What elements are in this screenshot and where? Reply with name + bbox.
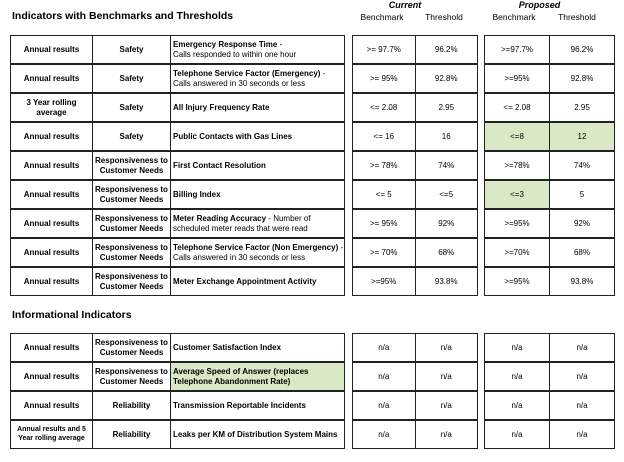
indicator-name: Leaks per KM of Distribution System Mains <box>173 429 338 439</box>
current-benchmark-cell: n/a <box>353 363 416 390</box>
current-threshold-cell: <=5 <box>439 189 454 199</box>
proposed-benchmark-cell: n/a <box>485 421 550 448</box>
proposed-benchmark-cell: >=78% <box>485 152 550 179</box>
proposed-benchmark-cell: >=95% <box>485 268 550 295</box>
proposed-benchmark-cell: >=97.7% <box>485 36 550 63</box>
indicator-name: Average Speed of Answer (replaces Telephone Abandonment Rate) <box>173 366 309 386</box>
current-benchmark-header: Benchmark <box>360 12 404 22</box>
current-benchmark-cell: >=95% <box>353 268 416 295</box>
category-cell: Responsiveness to Customer Needs <box>93 334 171 361</box>
indicator-cell <box>171 334 344 361</box>
indicator-name: Customer Satisfaction Index <box>173 342 282 352</box>
proposed-threshold-cell: n/a <box>576 429 588 439</box>
indicator-name: Emergency Response Time <box>173 39 278 49</box>
proposed-threshold-cell: 92.8% <box>570 73 594 83</box>
current-threshold-cell: n/a <box>440 429 452 439</box>
indicator-cell <box>171 123 344 150</box>
current-benchmark-cell: <= 2.08 <box>353 94 416 121</box>
period-cell: Annual results <box>11 392 93 419</box>
category-cell: Responsiveness to Customer Needs <box>93 181 171 208</box>
current-threshold-cell: 96.2% <box>434 44 458 54</box>
proposed-benchmark-cell: >=70% <box>485 239 550 266</box>
period-cell: Annual results <box>11 210 93 237</box>
indicator-name: Telephone Service Factor (Emergency) <box>173 68 321 78</box>
indicator-cell <box>171 94 344 121</box>
category-cell: Responsiveness to Customer Needs <box>93 239 171 266</box>
indicator-name: Meter Reading Accuracy <box>173 213 267 223</box>
current-threshold-cell: n/a <box>440 400 452 410</box>
category-cell: Reliability <box>93 421 171 448</box>
proposed-benchmark-cell: >=95% <box>485 210 550 237</box>
current-threshold-cell: 92% <box>438 218 455 228</box>
informational-table <box>10 333 615 449</box>
indicator-cell: Telephone Service Factor (Emergency) - Calls answered in 30 seconds or less <box>173 68 326 88</box>
proposed-threshold-cell: n/a <box>576 342 588 352</box>
current-benchmark-cell: >= 95% <box>353 210 416 237</box>
proposed-threshold-cell: 93.8% <box>570 276 594 286</box>
current-threshold-cell: 68% <box>438 247 455 257</box>
current-benchmark-cell: >= 97.7% <box>353 36 416 63</box>
indicator-name: Telephone Service Factor (Non Emergency) <box>173 242 339 252</box>
proposed-threshold-cell: 12 <box>550 123 614 150</box>
proposed-threshold-header: Threshold <box>558 12 596 22</box>
period-cell: Annual results <box>11 363 93 390</box>
indicator-cell <box>171 268 344 295</box>
current-benchmark-cell: <= 16 <box>353 123 416 150</box>
table-row <box>10 35 615 64</box>
current-benchmark-cell: >= 78% <box>353 152 416 179</box>
current-benchmark-cell: n/a <box>353 334 416 361</box>
table-row <box>10 64 615 93</box>
proposed-benchmark-cell: n/a <box>485 363 550 390</box>
period-cell: Annual results <box>11 152 93 179</box>
current-threshold-cell: 93.8% <box>434 276 458 286</box>
indicator-detail: Number of scheduled meter reads that were read <box>173 213 311 233</box>
table-row <box>10 267 615 296</box>
proposed-threshold-cell: 96.2% <box>570 44 594 54</box>
current-threshold-cell: 2.95 <box>438 102 455 112</box>
indicator-cell: Telephone Service Factor (Non Emergency) - Calls answered in 30 seconds or less <box>173 242 344 262</box>
proposed-benchmark-cell: >=95% <box>485 65 550 92</box>
current-benchmark-cell: >= 70% <box>353 239 416 266</box>
indicator-name: All Injury Frequency Rate <box>173 102 270 112</box>
period-cell: Annual results <box>11 239 93 266</box>
current-threshold-cell: 16 <box>441 131 451 141</box>
indicator-cell <box>171 181 344 208</box>
current-threshold-cell: 92.8% <box>434 73 458 83</box>
proposed-benchmark-cell: <=3 <box>485 181 550 208</box>
proposed-threshold-cell: 92% <box>573 218 590 228</box>
current-group-label: Current <box>388 0 422 10</box>
period-cell: Annual results and 5 Year rolling average <box>11 421 93 448</box>
indicator-cell: Emergency Response Time - Calls responded to within one hour <box>173 39 297 59</box>
period-cell: Annual results <box>11 334 93 361</box>
table-row <box>10 151 615 180</box>
indicator-cell <box>171 421 344 448</box>
current-benchmark-cell: n/a <box>353 421 416 448</box>
proposed-group-label: Proposed <box>518 0 561 10</box>
indicator-cell <box>171 363 344 390</box>
current-benchmark-cell: n/a <box>353 392 416 419</box>
proposed-benchmark-cell: n/a <box>485 392 550 419</box>
proposed-benchmark-cell: n/a <box>485 334 550 361</box>
period-cell: 3 Year rolling average <box>11 94 93 121</box>
indicator-detail: Calls responded to within one hour <box>173 49 297 59</box>
section-title-informational: Informational Indicators <box>12 309 132 321</box>
proposed-threshold-cell: n/a <box>576 400 588 410</box>
category-cell: Safety <box>93 65 171 92</box>
current-threshold-cell: n/a <box>440 342 452 352</box>
indicator-name: Public Contacts with Gas Lines <box>173 131 293 141</box>
current-threshold-header: Threshold <box>425 12 463 22</box>
indicator-name: First Contact Resolution <box>173 160 266 170</box>
category-cell: Safety <box>93 36 171 63</box>
table-row <box>10 180 615 209</box>
proposed-benchmark-cell: <=8 <box>485 123 550 150</box>
category-cell: Reliability <box>93 392 171 419</box>
proposed-threshold-cell: n/a <box>576 371 588 381</box>
category-cell: Responsiveness to Customer Needs <box>93 363 171 390</box>
indicator-name: Billing Index <box>173 189 221 199</box>
category-cell: Safety <box>93 94 171 121</box>
category-cell: Safety <box>93 123 171 150</box>
indicator-cell: Meter Reading Accuracy - Number of scheduled meter reads that were read <box>173 213 311 233</box>
category-cell: Responsiveness to Customer Needs <box>93 152 171 179</box>
current-benchmark-cell: <= 5 <box>353 181 416 208</box>
table-row <box>10 209 615 238</box>
table-row <box>10 391 615 420</box>
indicator-detail: Calls answered in 30 seconds or less <box>173 252 306 262</box>
indicator-detail: Calls answered in 30 seconds or less <box>173 78 306 88</box>
current-benchmark-cell: >= 95% <box>353 65 416 92</box>
proposed-benchmark-header: Benchmark <box>492 12 536 22</box>
indicator-cell <box>171 392 344 419</box>
table-row <box>10 93 615 122</box>
table-row <box>10 238 615 267</box>
proposed-threshold-cell: 5 <box>579 189 585 199</box>
table-row <box>10 420 615 449</box>
period-cell: Annual results <box>11 123 93 150</box>
section-title-benchmarks: Indicators with Benchmarks and Thresholds <box>12 10 234 22</box>
table-row <box>10 122 615 151</box>
period-cell: Annual results <box>11 268 93 295</box>
indicator-cell <box>171 152 344 179</box>
benchmark-table <box>10 35 615 295</box>
proposed-threshold-cell: 74% <box>573 160 590 170</box>
proposed-threshold-cell: 2.95 <box>574 102 590 112</box>
indicator-name: Meter Exchange Appointment Activity <box>173 276 317 286</box>
table-row <box>10 333 615 362</box>
current-threshold-cell: n/a <box>440 371 452 381</box>
proposed-benchmark-cell: <= 2.08 <box>485 94 550 121</box>
proposed-threshold-cell: 68% <box>573 247 590 257</box>
period-cell: Annual results <box>11 181 93 208</box>
indicator-name: Transmission Reportable Incidents <box>173 400 306 410</box>
current-threshold-cell: 74% <box>438 160 455 170</box>
category-cell: Responsiveness to Customer Needs <box>93 268 171 295</box>
period-cell: Annual results <box>11 65 93 92</box>
category-cell: Responsiveness to Customer Needs <box>93 210 171 237</box>
period-cell: Annual results <box>11 36 93 63</box>
table-row <box>10 362 615 391</box>
